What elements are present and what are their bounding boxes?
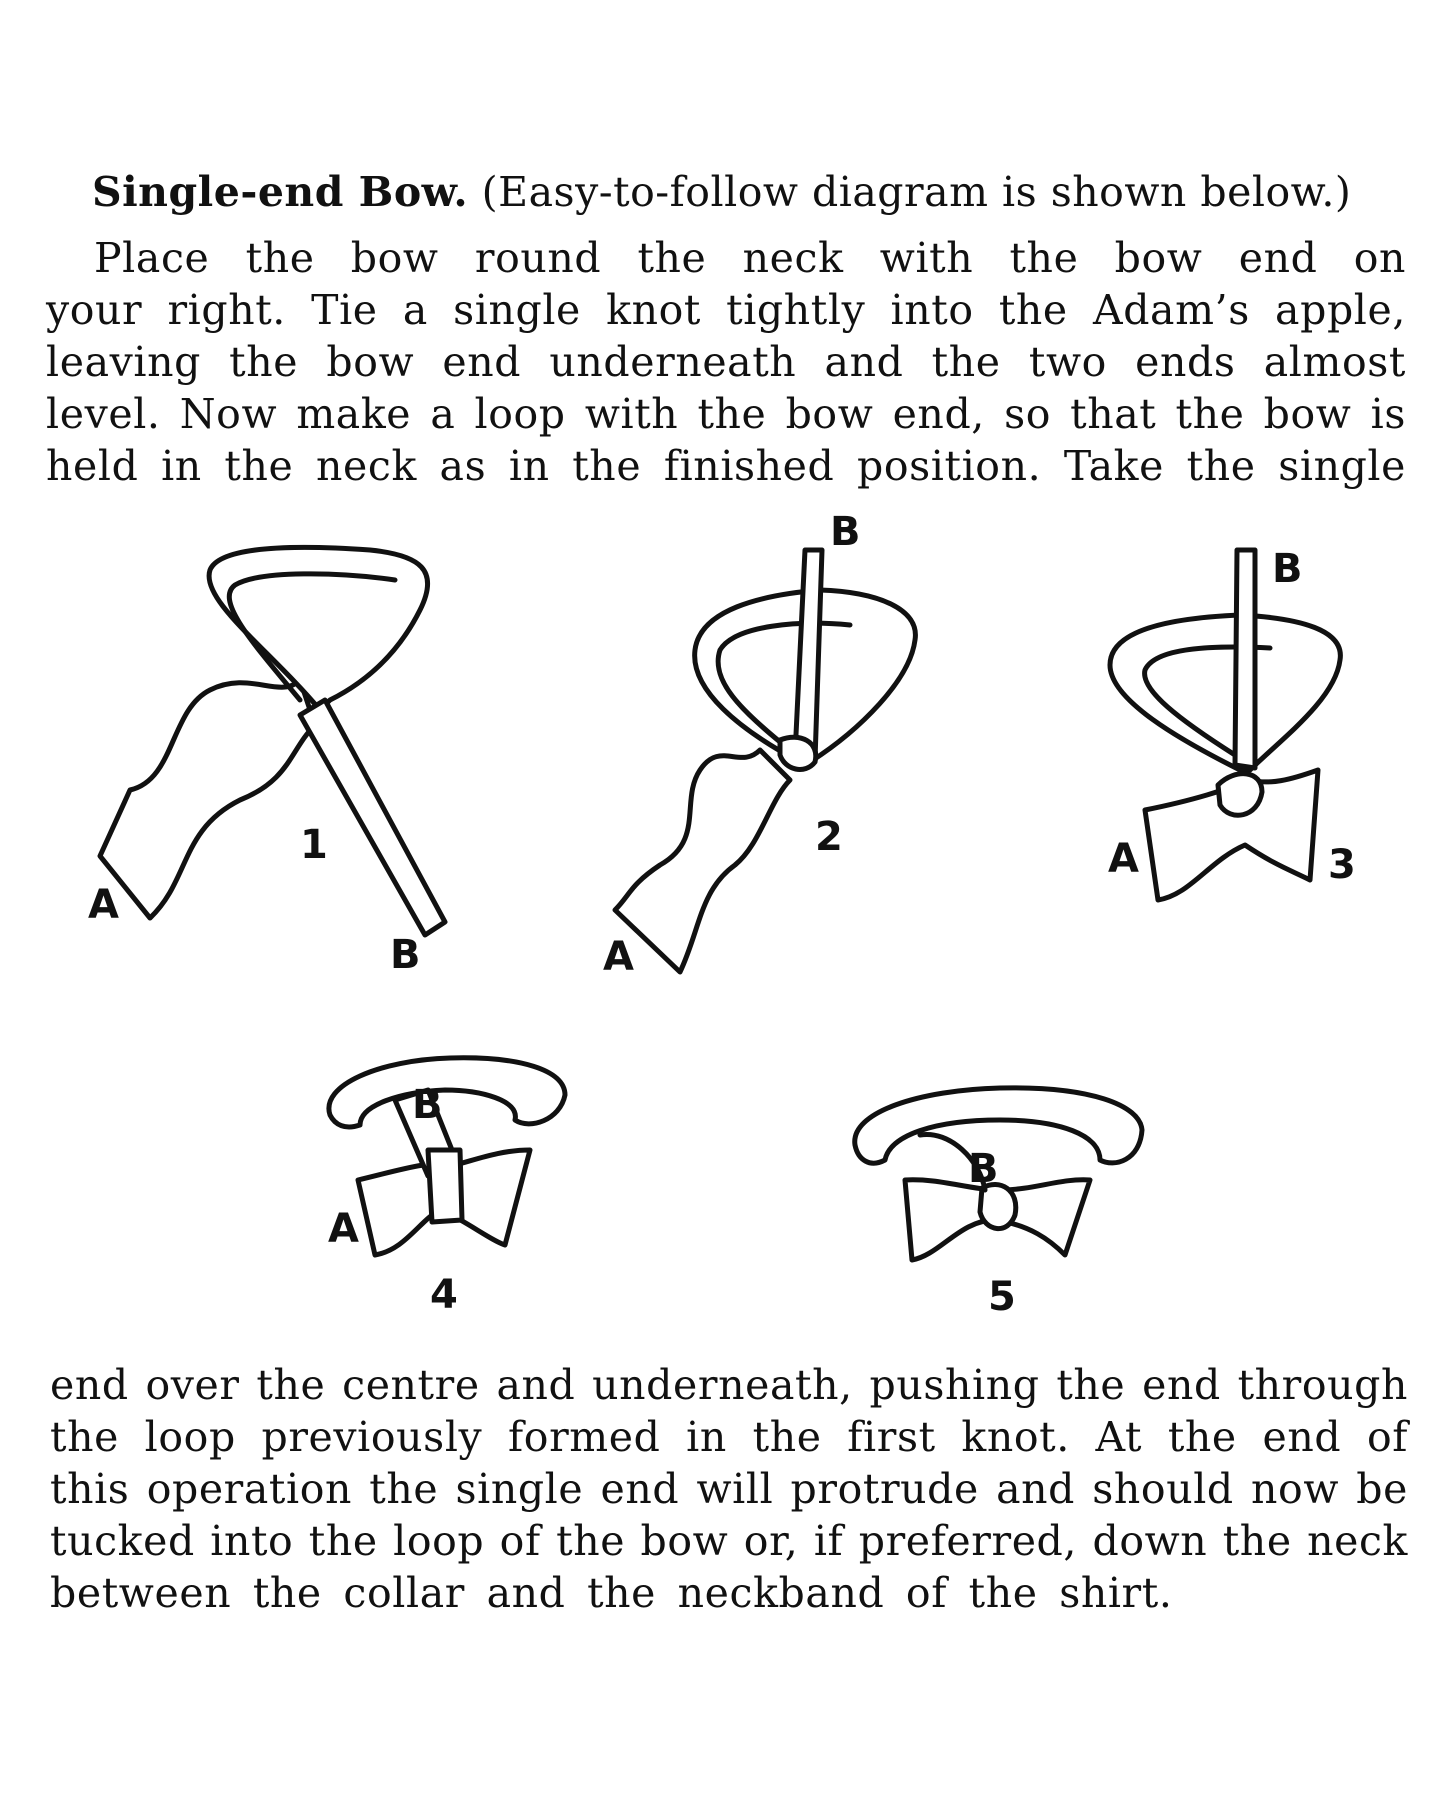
paragraph-top — [46, 232, 1406, 492]
figure-3 — [1108, 546, 1356, 900]
figure-3-label-b: B — [1272, 546, 1303, 592]
figure-5-number: 5 — [988, 1274, 1016, 1320]
figure-2-number: 2 — [815, 814, 843, 860]
figure-1 — [88, 547, 445, 978]
paragraph-line: your right. Tie a single knot tightly into the Adam’s apple, — [46, 286, 1406, 334]
figure-1-label-b: B — [390, 932, 421, 978]
heading-subtitle: (Easy-to-follow diagram is shown below.) — [481, 168, 1352, 216]
paragraph-line: this operation the single end will protrude and should now be — [50, 1465, 1408, 1513]
figure-4-knot — [428, 1150, 462, 1222]
figure-5 — [855, 1088, 1142, 1320]
figure-3-strap — [1235, 550, 1255, 768]
figure-4-label-b: B — [412, 1082, 443, 1128]
figure-4-number: 4 — [430, 1272, 458, 1318]
paragraph-line: end over the centre and underneath, pushing the end through — [50, 1361, 1408, 1409]
heading-title: Single-end Bow. — [92, 168, 469, 216]
figure-2 — [603, 509, 915, 980]
figure-2-label-b: B — [830, 509, 861, 555]
figure-5-label-b: B — [968, 1146, 999, 1192]
figure-3-knot — [1218, 774, 1262, 816]
paragraph-bottom — [50, 1359, 1408, 1619]
figure-3-label-a: A — [1108, 836, 1139, 882]
paragraph-line: held in the neck as in the finished position. Take the single — [46, 442, 1406, 490]
paragraph-line: Place the bow round the neck with the bow end on — [94, 234, 1406, 282]
figure-4-label-a: A — [328, 1206, 359, 1252]
figure-2-label-a: A — [603, 934, 634, 980]
figure-3-number: 3 — [1328, 842, 1356, 888]
paragraph-line: between the collar and the neckband of the shirt. — [50, 1569, 1173, 1617]
bow-tie-diagram-svg — [0, 500, 1440, 1340]
paragraph-line: leaving the bow end underneath and the two ends almost — [46, 338, 1406, 386]
figure-4 — [328, 1058, 565, 1318]
figure-1-number: 1 — [300, 822, 328, 868]
paragraph-line: level. Now make a loop with the bow end, so that the bow is — [46, 390, 1406, 438]
bow-tie-diagram — [0, 500, 1440, 1340]
figure-1-bow-end — [100, 680, 315, 918]
paragraph-line: tucked into the loop of the bow or, if preferred, down the neck — [50, 1517, 1408, 1565]
paragraph-line: the loop previously formed in the first knot. At the end of — [50, 1413, 1408, 1461]
figure-2-bow-end — [615, 750, 790, 972]
figure-4-collar — [329, 1058, 565, 1127]
figure-2-knot — [780, 737, 816, 769]
figure-1-strap — [300, 700, 445, 935]
section-heading — [92, 168, 1362, 216]
figure-1-label-a: A — [88, 882, 119, 928]
figure-2-strap — [795, 550, 822, 760]
